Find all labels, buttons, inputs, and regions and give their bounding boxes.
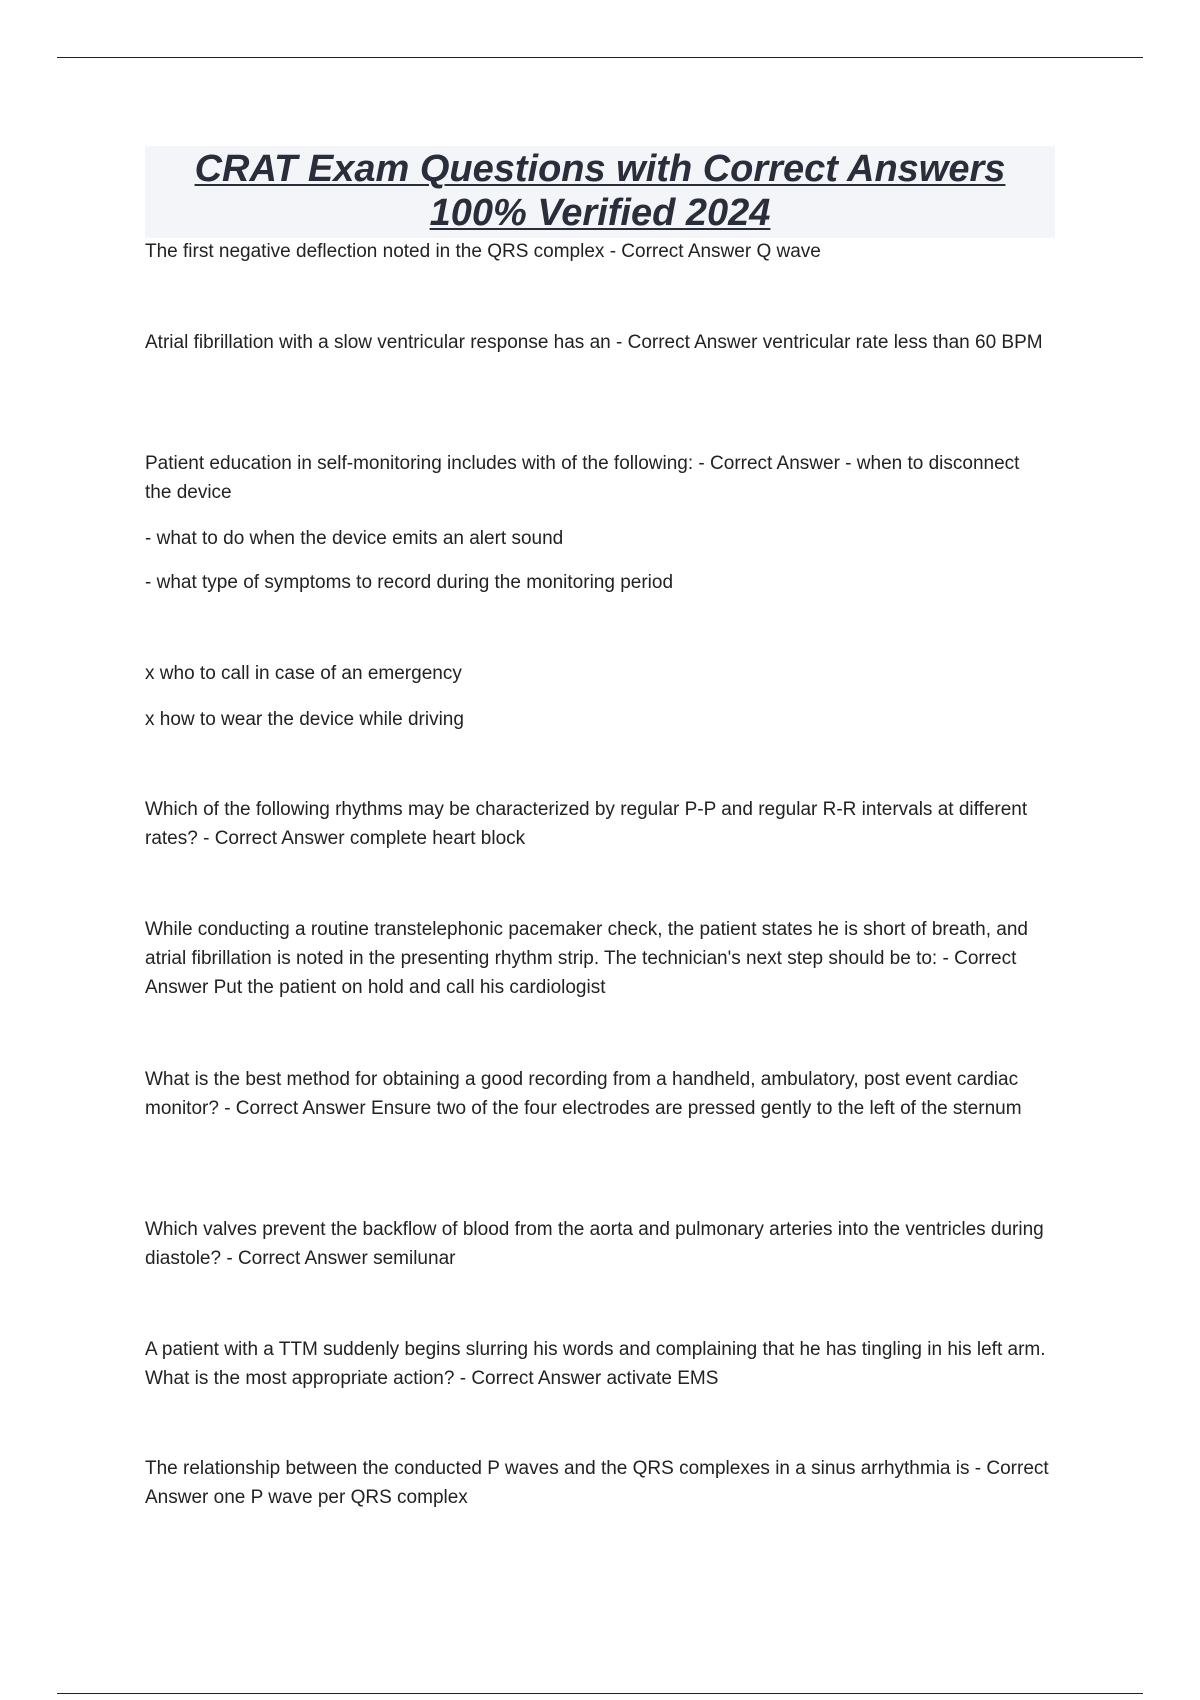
page-top-rule (57, 57, 1143, 58)
qa-paragraph-1: The first negative deflection noted in the QRS complex - Correct Answer Q wave (145, 241, 821, 262)
title-line-1: CRAT Exam Questions with Correct Answers (194, 148, 1006, 190)
page-bottom-rule (57, 1693, 1143, 1694)
qa-paragraph-3: Patient education in self-monitoring includes with of the following: - Correct Answer - when to disconnect the device (145, 453, 1020, 503)
qa-paragraph-7: Which valves prevent the backflow of blood from the aorta and pulmonary arteries into the ventricles during diastole? - Correct Answer semilunar (145, 1219, 1044, 1269)
qa-paragraph-6: What is the best method for obtaining a good recording from a handheld, ambulatory, post event cardiac monitor? - Correct Answer Ensure two of the four electrodes are pressed gently to the left of the sternum (145, 1069, 1022, 1119)
qa-paragraph-8: A patient with a TTM suddenly begins slurring his words and complaining that he has tingling in his left arm. What is the most appropriate action? - Correct Answer activate EMS (145, 1339, 1046, 1389)
qa-paragraph-5: While conducting a routine transtelephonic pacemaker check, the patient states he is short of breath, and atrial fibrillation is noted in the presenting rhythm strip. The technician's next step should be to: - Correct Answer Put the patient on hold and call his cardiologist (145, 919, 1028, 998)
qa-paragraph-2: Atrial fibrillation with a slow ventricular response has an - Correct Answer ventricular rate less than 60 BPM (145, 332, 1043, 353)
qa-option-4: x how to wear the device while driving (145, 709, 464, 730)
qa-paragraph-9: The relationship between the conducted P waves and the QRS complexes in a sinus arrhythmia is - Correct Answer one P wave per QRS complex (145, 1458, 1049, 1508)
qa-option-3: x who to call in case of an emergency (145, 663, 462, 684)
qa-option-1: - what to do when the device emits an alert sound (145, 528, 564, 549)
qa-paragraph-4: Which of the following rhythms may be characterized by regular P-P and regular R-R intervals at different rates? - Correct Answer complete heart block (145, 799, 1028, 849)
document-title (145, 146, 1055, 238)
qa-option-2: - what type of symptoms to record during the monitoring period (145, 572, 674, 593)
title-line-2: 100% Verified 2024 (429, 192, 771, 234)
